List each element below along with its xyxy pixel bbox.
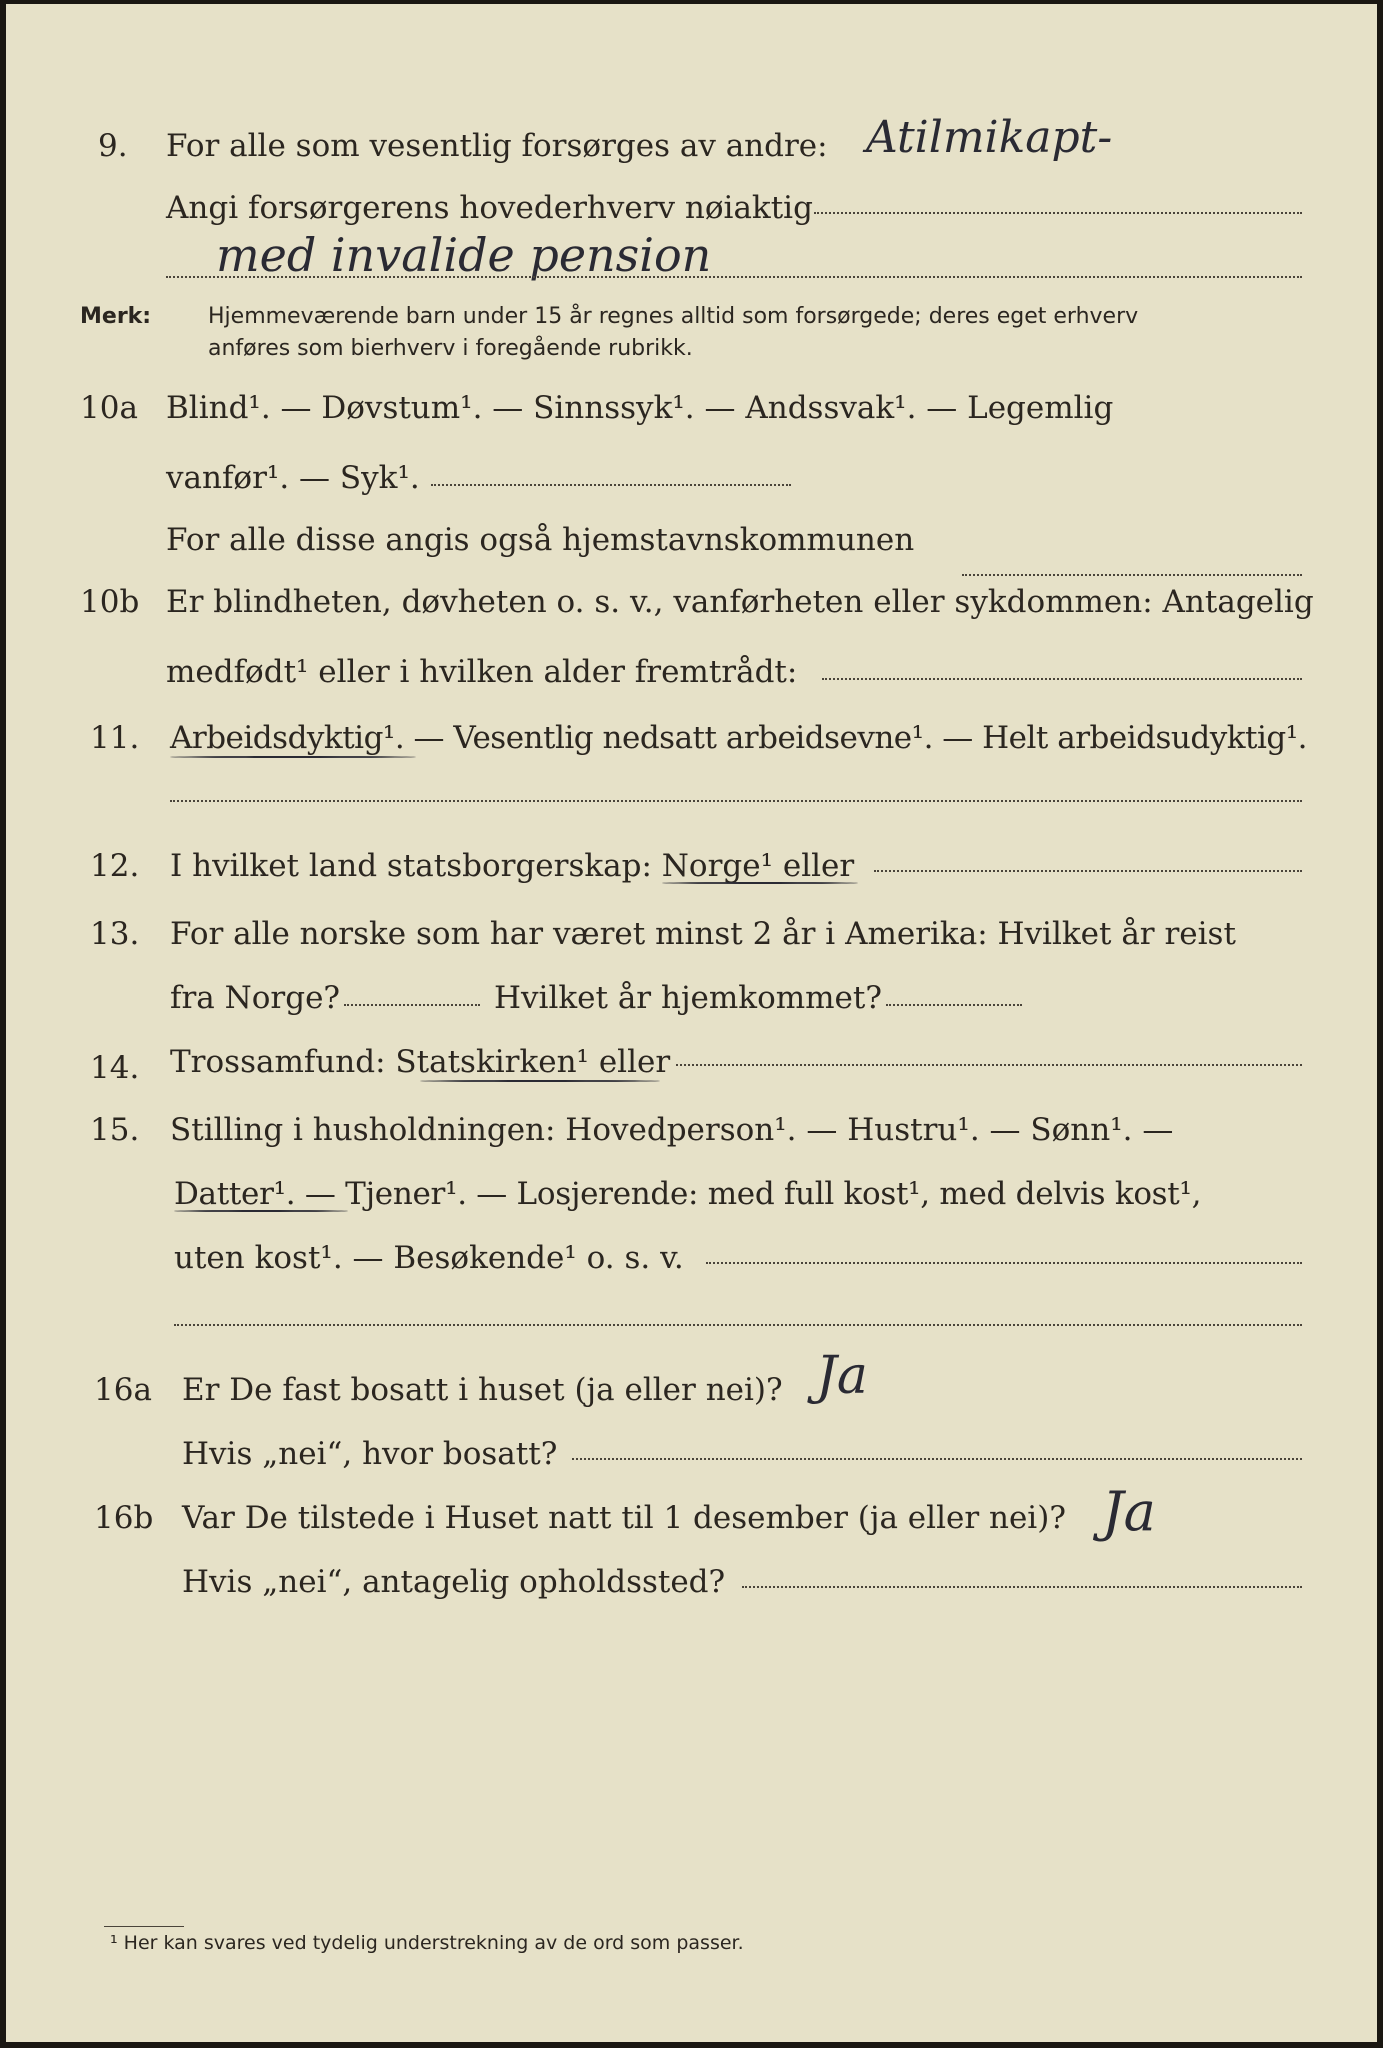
q10a-number: 10a (80, 390, 138, 426)
q16a-line1: Er De fast bosatt i huset (ja eller nei)? (182, 1372, 783, 1408)
q14-line1: Trossamfund: Statskirken¹ eller (170, 1044, 671, 1080)
q15-underline-datter (174, 1210, 348, 1212)
q15-number: 15. (90, 1112, 140, 1148)
q10a-line3-fill (962, 574, 1302, 576)
q10b-line2-fill (822, 678, 1302, 680)
merk-label: Merk: (80, 304, 152, 329)
q12-line1: I hvilket land statsborgerskap: Norge¹ eller (170, 848, 855, 884)
q16a-line2: Hvis „nei“, hvor bosatt? (182, 1436, 558, 1472)
q9-answer-line (166, 276, 1302, 278)
q12-number: 12. (90, 848, 140, 884)
q13-reist-fill (344, 1004, 480, 1006)
merk-line1: Hjemmeværende barn under 15 år regnes alltid som forsørgede; deres eget erhverv (208, 304, 1139, 329)
q12-underline-norge (662, 882, 858, 884)
q12-line-fill (874, 870, 1302, 872)
q10b-number: 10b (80, 584, 140, 620)
q10a-line2: vanfør¹. — Syk¹. (166, 460, 420, 496)
q14-number: 14. (90, 1050, 140, 1086)
q9-line1: For alle som vesentlig forsørges av andre: (166, 128, 828, 164)
footnote-separator (104, 1926, 184, 1927)
q11-answer-line (170, 800, 1302, 802)
q11-underline-arbeidsdyktig (170, 756, 416, 758)
q13-line2a: fra Norge? (170, 980, 341, 1016)
q10b-line2: medfødt¹ eller i hvilken alder fremtrådt: (166, 654, 798, 690)
q13-number: 13. (90, 916, 140, 952)
q14-line-fill (676, 1064, 1302, 1066)
q10b-line1: Er blindheten, døvheten o. s. v., vanførheten eller sykdommen: Antagelig (166, 584, 1314, 620)
q15-line1: Stilling i husholdningen: Hovedperson¹. — Hustru¹. — Sønn¹. — (170, 1112, 1174, 1148)
q11-line1: Arbeidsdyktig¹. — Vesentlig nedsatt arbeidsevne¹. — Helt arbeidsudyktig¹. (170, 720, 1308, 756)
q9-line2: Angi forsørgerens hovederhverv nøiaktig (166, 190, 813, 226)
census-form-page (6, 4, 1377, 2042)
q10a-line2-fill (431, 484, 791, 486)
q15-answer-line (174, 1324, 1302, 1326)
merk-line2: anføres som bierhverv i foregående rubrikk. (208, 336, 693, 361)
q16a-handwritten-answer: Ja (816, 1346, 868, 1406)
q16b-line1: Var De tilstede i Huset natt til 1 desember (ja eller nei)? (182, 1500, 1066, 1536)
footnote: ¹ Her kan svares ved tydelig understrekning av de ord som passer. (110, 1932, 744, 1954)
q15-line3: uten kost¹. — Besøkende¹ o. s. v. (174, 1240, 684, 1276)
q9-number: 9. (98, 128, 128, 164)
q9-handwritten-occupation: med invalide pension (216, 228, 712, 282)
q16a-number: 16a (94, 1372, 152, 1408)
q16a-line2-fill (572, 1458, 1302, 1460)
q16b-handwritten-answer: Ja (1102, 1480, 1156, 1543)
q16b-number: 16b (94, 1500, 154, 1536)
q9-handwritten-answer: Atilmikapt- (866, 112, 1113, 163)
q14-underline-statskirken (420, 1080, 660, 1082)
q15-line2: Datter¹. — Tjener¹. — Losjerende: med full kost¹, med delvis kost¹, (174, 1176, 1202, 1212)
q16b-line2: Hvis „nei“, antagelig opholdssted? (182, 1564, 726, 1600)
q9-line2-fill (814, 212, 1302, 214)
q13-hjemkommet-fill (886, 1004, 1022, 1006)
q10a-line1: Blind¹. — Døvstum¹. — Sinnssyk¹. — Andssvak¹. — Legemlig (166, 390, 1114, 426)
q15-line3-fill (706, 1262, 1302, 1264)
q10a-line3: For alle disse angis også hjemstavnskommunen (166, 522, 915, 558)
q13-line1: For alle norske som har været minst 2 år i Amerika: Hvilket år reist (170, 916, 1236, 952)
q13-line2b: Hvilket år hjemkommet? (494, 980, 882, 1016)
q11-number: 11. (90, 720, 140, 756)
q16b-line2-fill (742, 1586, 1302, 1588)
